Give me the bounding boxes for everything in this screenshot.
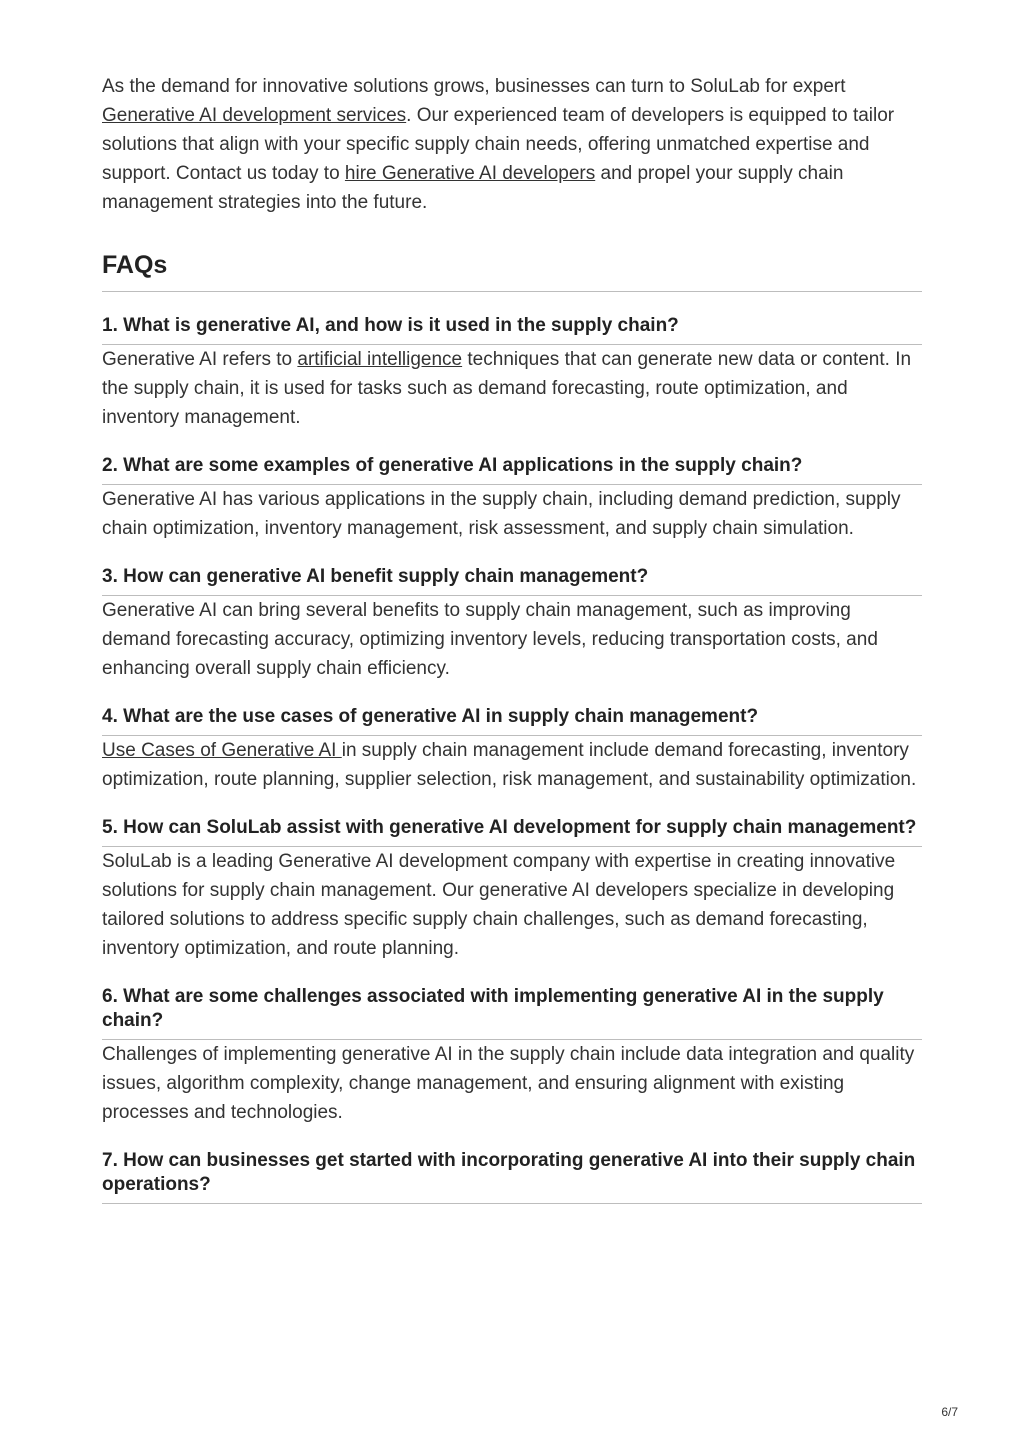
intro-text-1: As the demand for innovative solutions grows, businesses can turn to SoluLab for expert <box>102 76 846 97</box>
faq-question-2: 2. What are some examples of generative AI applications in the supply chain? <box>102 454 922 485</box>
faq-answer-4-text: in supply chain management include demand forecasting, inventory optimization, route planning, supplier selection, risk management, and sustainability optimization. <box>102 740 917 790</box>
faq-question-3: 3. How can generative AI benefit supply chain management? <box>102 565 922 596</box>
faq-question-1: 1. What is generative AI, and how is it used in the supply chain? <box>102 314 922 345</box>
faq-answer-2: Generative AI has various applications in the supply chain, including demand prediction, supply chain optimization, inventory management, risk assessment, and supply chain simulation. <box>102 489 901 539</box>
intro-text-3: and propel your supply chain management strategies into the future. <box>102 163 844 213</box>
faq-answer-1-text-pre: Generative AI refers to <box>102 349 298 370</box>
faq-question-7: 7. How can businesses get started with incorporating generative AI into their supply chain operations? <box>102 1149 922 1204</box>
intro-paragraph <box>102 72 922 217</box>
page-number: 6/7 <box>941 1405 958 1419</box>
faq-answer-1-text-post: techniques that can generate new data or content. In the supply chain, it is used for tasks such as demand forecasting, route optimization, and inventory management. <box>102 349 912 428</box>
artificial-intelligence-link[interactable]: artificial intelligence <box>297 349 463 370</box>
hire-developers-link[interactable]: hire Generative AI developers <box>344 163 596 184</box>
faq-question-5: 5. How can SoluLab assist with generative AI development for supply chain management? <box>102 816 922 847</box>
faq-answer-5: SoluLab is a leading Generative AI development company with expertise in creating innovative solutions for supply chain management. Our generative AI developers specialize in developing tailored solutions to address specific supply chain challenges, such as demand forecasting, inventory optimization, and route planning. <box>102 851 896 959</box>
faq-title: FAQs <box>102 249 922 292</box>
document-content <box>102 72 922 1204</box>
intro-text-2: . Our experienced team of developers is equipped to tailor solutions that align with your specific supply chain needs, offering unmatched expertise and support. Contact us today to <box>102 105 895 184</box>
faq-answer-1 <box>102 345 922 432</box>
faq-answer-3: Generative AI can bring several benefits to supply chain management, such as improving demand forecasting accuracy, optimizing inventory levels, reducing transportation costs, and enhancing overall supply chain efficiency. <box>102 600 878 679</box>
faq-question-6: 6. What are some challenges associated with implementing generative AI in the supply chain? <box>102 985 922 1040</box>
faq-answer-6: Challenges of implementing generative AI in the supply chain include data integration and quality issues, algorithm complexity, change management, and ensuring alignment with existing processes and technologies. <box>102 1044 915 1123</box>
generative-ai-services-link[interactable]: Generative AI development services <box>102 105 407 126</box>
faq-question-4: 4. What are the use cases of generative AI in supply chain management? <box>102 705 922 736</box>
faq-answer-4 <box>102 736 922 794</box>
use-cases-link[interactable]: Use Cases of Generative AI <box>102 740 342 761</box>
